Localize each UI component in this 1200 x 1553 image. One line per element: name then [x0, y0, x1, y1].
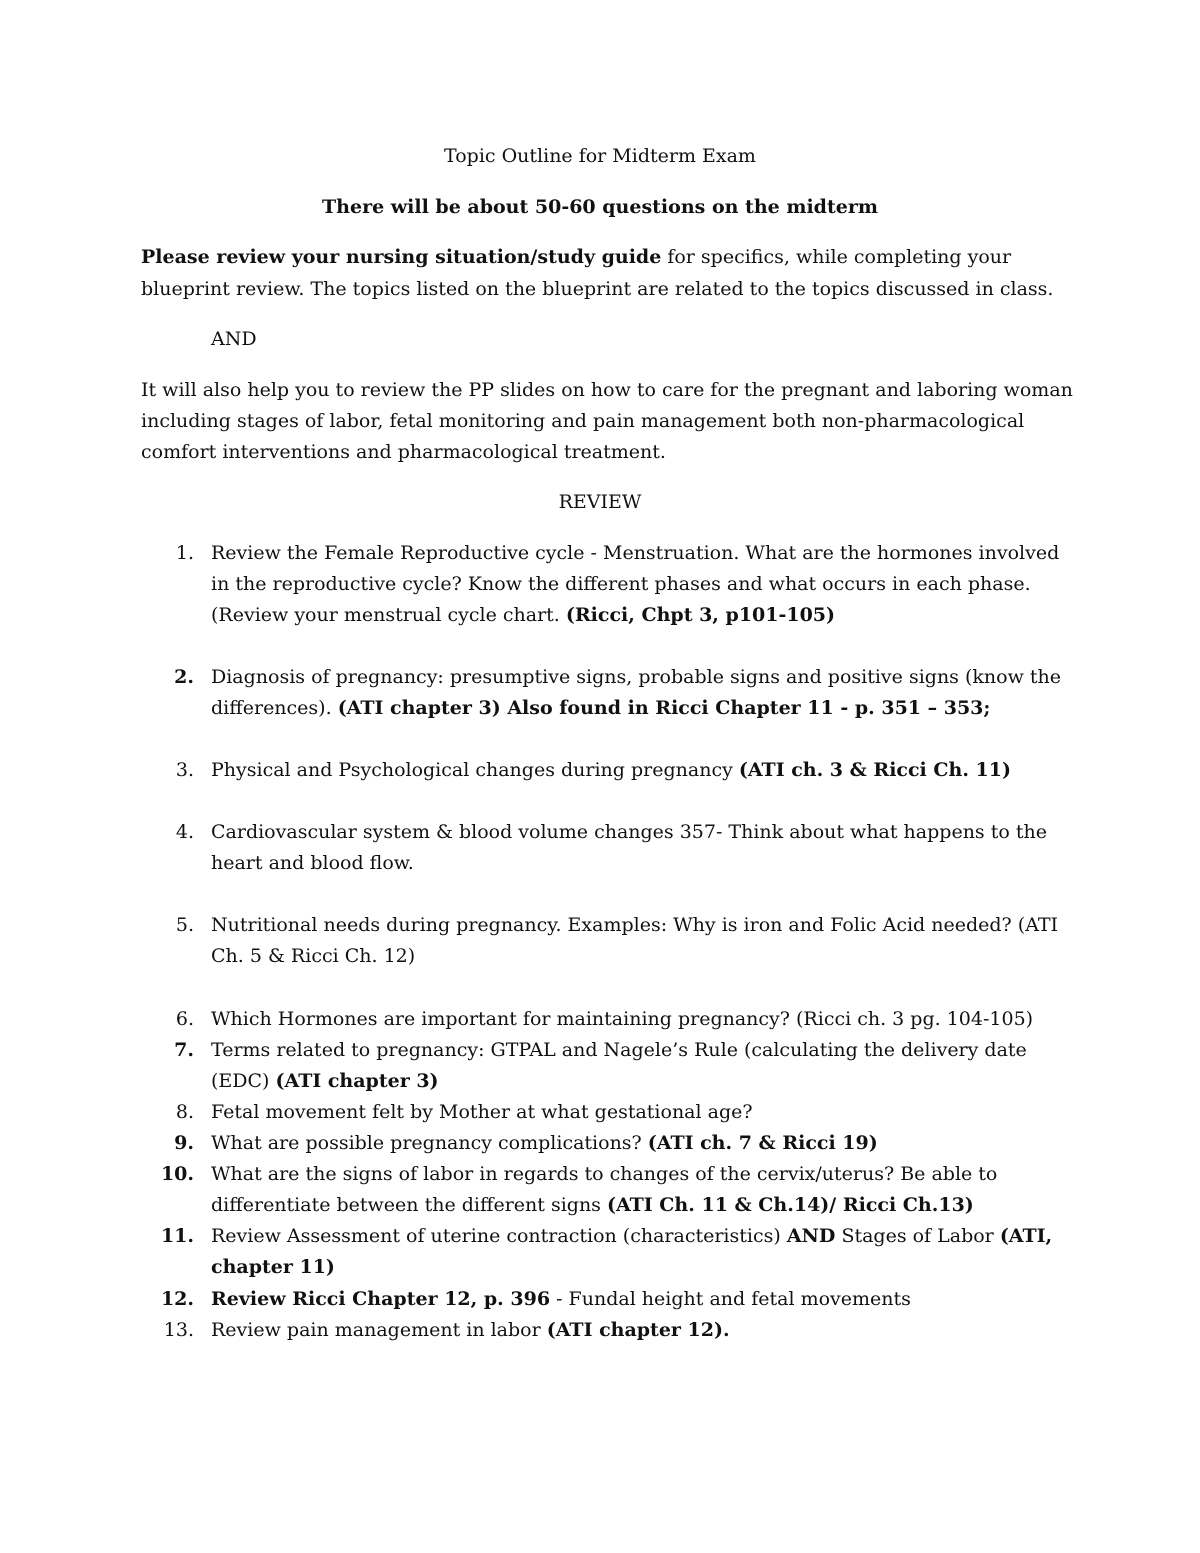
item-3-line-1-text: Physical and Psychological changes during pregnancy [211, 759, 739, 781]
intro-line-1-rest: for specifics, while completing your [661, 246, 1012, 268]
item-1-number: 1. [175, 542, 194, 564]
item-11-line-1-text: Review Assessment of uterine contraction (characteristics) [211, 1225, 787, 1247]
item-13-line-1-text: Review pain management in labor [211, 1319, 547, 1341]
item-9-line-1 [211, 1132, 878, 1154]
item-7-line-2-text: (EDC) [211, 1070, 276, 1092]
item-1-line-3-text: (Review your menstrual cycle chart. [211, 604, 566, 626]
intro-line-1 [141, 246, 1011, 268]
item-4-number: 4. [175, 821, 194, 843]
item-11-line-2: chapter 11) [211, 1256, 335, 1278]
item-6-number: 6. [175, 1008, 194, 1030]
item-11-number: 11. [160, 1225, 194, 1247]
item-13-number: 13. [163, 1319, 194, 1341]
item-1-line-3 [211, 604, 835, 626]
item-12-line-1-text: - Fundal height and fetal movements [550, 1288, 911, 1310]
item-12-line-1 [211, 1288, 911, 1310]
item-5-line-1: Nutritional needs during pregnancy. Examples: Why is iron and Folic Acid needed? (ATI [211, 914, 1059, 936]
item-5-line-2: Ch. 5 & Ricci Ch. 12) [211, 945, 416, 967]
item-1-line-2: in the reproductive cycle? Know the different phases and what occurs in each phase. [211, 573, 1031, 595]
item-9-number: 9. [174, 1132, 194, 1154]
item-7-number: 7. [174, 1039, 194, 1061]
item-6-line-1: Which Hormones are important for maintaining pregnancy? (Ricci ch. 3 pg. 104-105) [211, 1008, 1034, 1030]
item-9-line-1-text: What are possible pregnancy complications? [211, 1132, 648, 1154]
item-4-line-1: Cardiovascular system & blood volume changes 357- Think about what happens to the [211, 821, 1047, 843]
item-9-reference: (ATI ch. 7 & Ricci 19) [647, 1132, 878, 1154]
item-2-reference: (ATI chapter 3) Also found in Ricci Chapter 11 - p. 351 – 353; [337, 697, 991, 719]
item-10-line-1: What are the signs of labor in regards to changes of the cervix/uterus? Be able to [211, 1163, 998, 1185]
item-4-line-2: heart and blood flow. [211, 852, 414, 874]
item-10-line-2 [211, 1194, 974, 1216]
para2-line-3: comfort interventions and pharmacological treatment. [141, 441, 666, 463]
review-heading: REVIEW [558, 491, 642, 513]
item-10-reference: (ATI Ch. 11 & Ch.14)/ Ricci Ch.13) [606, 1194, 974, 1216]
item-10-number: 10. [160, 1163, 194, 1185]
item-12-reference: Review Ricci Chapter 12, p. 396 [211, 1288, 551, 1310]
item-11-stages: Stages of Labor [835, 1225, 1000, 1247]
item-12-number: 12. [160, 1288, 194, 1310]
item-3-line-1 [211, 759, 1011, 781]
item-8-line-1: Fetal movement felt by Mother at what gestational age? [211, 1101, 753, 1123]
intro-line-2: blueprint review. The topics listed on the blueprint are related to the topics discussed in class. [141, 278, 1054, 300]
item-1-line-1: Review the Female Reproductive cycle - Menstruation. What are the hormones involved [211, 542, 1060, 564]
item-8-number: 8. [175, 1101, 194, 1123]
item-7-line-2 [211, 1070, 439, 1092]
page-subtitle: There will be about 50-60 questions on the midterm [322, 196, 878, 218]
para2-line-1: It will also help you to review the PP slides on how to care for the pregnant and laboring woman [141, 379, 1073, 401]
and-connector: AND [211, 328, 257, 350]
item-7-reference: (ATI chapter 3) [275, 1070, 439, 1092]
item-11-and: AND [786, 1225, 836, 1247]
intro-bold-lead: Please review your nursing situation/study guide [141, 246, 662, 268]
item-2-line-1: Diagnosis of pregnancy: presumptive signs, probable signs and positive signs (know the [211, 666, 1061, 688]
item-2-number: 2. [174, 666, 194, 688]
item-11-reference-start: (ATI, [999, 1225, 1053, 1247]
item-5-number: 5. [175, 914, 194, 936]
item-2-line-2 [211, 697, 990, 719]
item-13-reference: (ATI chapter 12). [546, 1319, 730, 1341]
page-title: Topic Outline for Midterm Exam [444, 145, 756, 167]
item-13-line-1 [211, 1319, 730, 1341]
item-2-line-2-text: differences). [211, 697, 338, 719]
item-1-reference: (Ricci, Chpt 3, p101-105) [565, 604, 836, 626]
item-3-reference: (ATI ch. 3 & Ricci Ch. 11) [738, 759, 1011, 781]
para2-line-2: including stages of labor, fetal monitoring and pain management both non-pharmacological [141, 410, 1025, 432]
item-11-line-1 [211, 1225, 1052, 1247]
item-7-line-1: Terms related to pregnancy: GTPAL and Nagele’s Rule (calculating the delivery date [211, 1039, 1027, 1061]
item-3-number: 3. [175, 759, 194, 781]
item-10-line-2-text: differentiate between the different signs [211, 1194, 607, 1216]
